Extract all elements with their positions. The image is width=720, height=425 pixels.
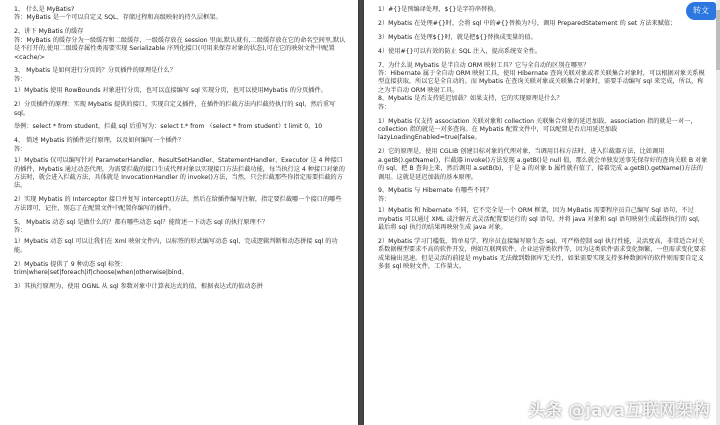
question-heading: 5、 Mybatis 动态 sql 是做什么的？都有哪些动态 sql？能简述一下动态 sql 的执行原理不？ 答： xyxy=(14,218,269,235)
question-heading: 9、Mybatis 与 Hibernate 有哪些不同？ 答： xyxy=(378,187,492,203)
paragraph: 1、 什么是 MyBatis? 答：MyBatis 是一个可以自定义 SQL、存储过程和高级映射的持久层框架。 xyxy=(14,6,222,22)
scrollbar[interactable] xyxy=(716,0,720,425)
paragraph: 1）Mybatis 和 hibernate 不同，它不完全是一个 ORM 框架，因为 MyBatis 需要程序员自己编写 Sql 语句，不过 mybatis 可以通过 XML 或注解方式灵活配置要运行的 sql 语句，并将 java 对象和 sql 语句映射生成最终执行的 sql，最后将 sql 执行的结果再映射生成 java 对象。 xyxy=(378,207,704,232)
paragraph: 2）Mybatis 提供了 9 种动态 sql 标签： trim|where|set|foreach|if|choose|when|otherwise|bind。 xyxy=(14,260,188,277)
paragraph: 3）Mybatis 在处理${}时，就是把${}替换成变量的值。 xyxy=(378,33,537,41)
paragraph: 2）实现 Mybatis 的 Interceptor 接口并复写 intercept()方法，然后在给插件编写注解，指定要拦截哪一个接口的哪些方法即可，记住，别忘了在配置文件中配置你编写的插件。 xyxy=(14,196,342,212)
document-page-right xyxy=(364,0,720,425)
paragraph: 1）Mybatis 仅可以编写针对 ParameterHandler、ResultSetHandler、StatementHandler、Executor 这 4 种接口的插件，Mybatis 通过动态代理，为需要拦截的接口生成代理对象以实现接口方法拦截功能，每当执行这 4 种接口对象的方法时，就会进入拦截方法，具体就是 InvocationHandler 的 invoke()方法，当然，只会拦截那些你指定需要拦截的方法。 xyxy=(14,157,345,190)
paragraph: 1）Mybatis 动态 sql 可以让我们在 Xml 映射文件内，以标签的形式编写动态 sql，完成逻辑判断和动态拼接 sql 的功能。 xyxy=(14,238,338,254)
paragraph: 举例：select * from student，拦截 sql 后重写为：select t.* from （select * from student）t limit 0，10 xyxy=(14,123,323,131)
scrollbar-thumb[interactable] xyxy=(716,10,720,70)
paragraph: 2、讲下 MyBatis 的缓存 答：MyBatis 的缓存分为一级缓存和二级缓存，一级缓存放在 session 里面,默认就有,二级缓存放在它的命名空间里,默认是不打开的,使用二级缓存属性类需要实现 Serializable 序列化接口(可用来保存对象的状态),可在它的映射文件中配置<cache/> xyxy=(14,28,346,61)
paragraph: 4）使用#{}可以有效的防止 SQL 注入，提高系统安全性。 xyxy=(378,47,542,55)
paragraph: 2）分页插件的原理：实现 Mybatis 提供的接口，实现自定义插件，在插件的拦截方法内拦截待执行的 sql，然后重写 sql。 xyxy=(14,101,336,117)
watermark-text: 头条 @java互联网架构 xyxy=(528,401,710,421)
paragraph: 1）Mybatis 使用 RowBounds 对象进行分页，也可以直接编写 sql 实现分页，也可以使用Mybatis 的分页插件。 xyxy=(14,87,327,95)
translate-badge-button[interactable]: 转文 xyxy=(686,2,716,20)
document-page-left xyxy=(0,0,358,425)
question-heading: 3、 Mybatis 是如何进行分页的？分页插件的原理是什么？ 答： xyxy=(14,67,176,83)
page-content xyxy=(378,6,708,277)
page-content xyxy=(14,6,346,297)
paragraph: 2）它的原理是，使用 CGLIB 创建目标对象的代理对象，当调用目标方法时，进入拦截器方法，比如调用 a.getB().getName()，拦截器 invoke()方法发现 a.getB()是 null 值，那么就会单独发送事先保存好的查询关联 B 对象的 sql，把 B 查询上来，然后调用 a.setB(b)，于是 a 的对象 b 属性就有值了，接着完成 a.getB().getName()方法的调用。这就是延迟加载的基本原理。 xyxy=(378,148,708,181)
paragraph: 3）其执行原理为，使用 OGNL 从 sql 参数对象中计算表达式的值，根据表达式的值动态拼 xyxy=(14,283,263,291)
paragraph: 2）Mybatis 在处理#{}时，会将 sql 中的#{}替换为?号，调用 PreparedStatement 的 set 方法来赋值； xyxy=(378,19,677,27)
paragraph: 2）Mybatis 学习门槛低，简单易学，程序员直接编写原生态 sql，可严格控制 sql 执行性能，灵活度高，非常适合对关系数据模型要求不高的软件开发，例如互联网软件、企业运营类软件等，因为这类软件需求变化频繁，一但需求变化要求成果输出迅速。但是灵活的前提是 mybatis 无法做到数据库无关性，如果需要实现支持多种数据库的软件则需要自定义多套 sql 映射文件，工作量大。 xyxy=(378,237,706,271)
paragraph: 1）Mybatis 仅支持 association 关联对象和 collection 关联集合对象的延迟加载，association 指的就是一对一，collection 指的就是一对多查询。在 Mybatis 配置文件中，可以配置是否启用延迟加载 lazyLoadingEnabled=true|false。 xyxy=(378,117,697,142)
question-heading: 4、 简述 Mybatis 的插件运行原理，以及如何编写一个插件？ 答： xyxy=(14,137,185,153)
paragraph: 7、为什么说 Mybatis 是半自动 ORM 映射工具？它与全自动的区别在哪里？ 答：Hibernate 属于全自动 ORM 映射工具，使用 Hibernate 查询关联对象或者关联集合对象时，可以根据对象关系模型直接获取，所以它是全自动的。而 Mybatis 在查询关联对象或关联集合对象时，需要手动编写 sql 来完成，所以，称之为半自动 ORM 映射工具。 8、Mybatis 是否支持延迟加载？如果支持，它的实现原理是什么？ 答： xyxy=(378,61,705,111)
paragraph: 1）#{}是预编译处理，${}是字符串替换。 xyxy=(378,6,500,13)
